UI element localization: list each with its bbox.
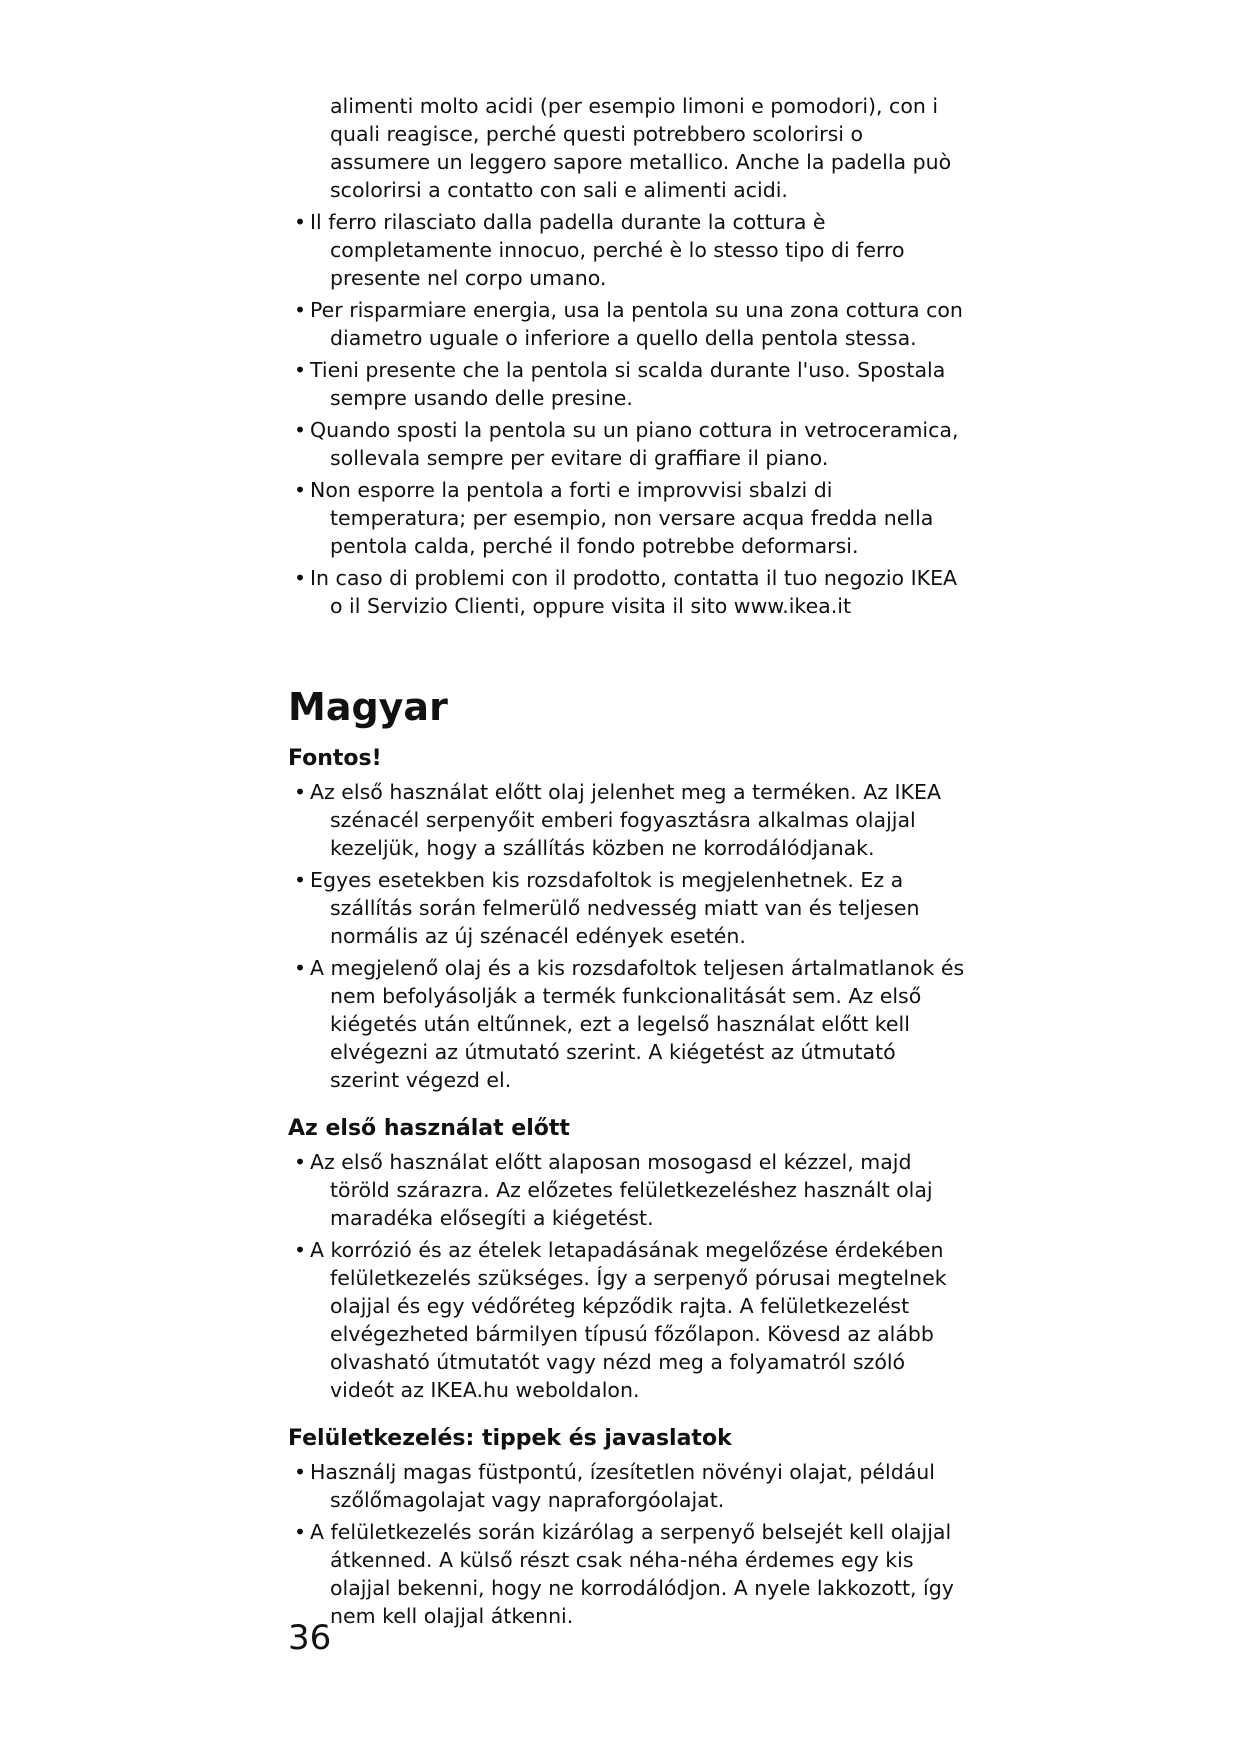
page-content <box>288 92 968 1634</box>
bullet-icon: • <box>294 1238 307 1262</box>
bullet-icon: • <box>294 566 307 590</box>
list-item <box>288 208 968 292</box>
list-item <box>288 92 968 204</box>
list-item <box>288 1458 968 1514</box>
bullet-icon: • <box>294 298 307 322</box>
list-item-text: Non esporre la pentola a forti e improvvisi sbalzi di temperatura; per esempio, non versare acqua fredda nella pentola calda, perché il fondo potrebbe deformarsi. <box>310 478 934 558</box>
heading-fontos: Fontos! <box>288 746 382 771</box>
bullet-icon: • <box>294 478 307 502</box>
bullet-icon: • <box>294 418 307 442</box>
list-item-text: A megjelenő olaj és a kis rozsdafoltok teljesen ártalmatlanok és nem befolyásolják a termék funkcionalitását sem. Az első kiégetés után eltűnnek, ezt a legelső használat előtt kell elvégezni az útmutató szerint. A kiégetést az útmutató szerint végezd el. <box>310 956 965 1092</box>
bullet-icon: • <box>294 1520 307 1544</box>
list-item <box>288 356 968 412</box>
section-title-magyar: Magyar <box>288 685 448 729</box>
bullet-icon: • <box>294 210 307 234</box>
list-item-text: Quando sposti la pentola su un piano cottura in vetroceramica, sollevala sempre per evitare di graffiare il piano. <box>310 418 959 470</box>
page-number: 36 <box>288 1618 332 1658</box>
fontos-bullet-list <box>288 778 968 1094</box>
bullet-icon: • <box>294 1460 307 1484</box>
first-use-bullet-list <box>288 1148 968 1404</box>
bullet-icon: • <box>294 868 307 892</box>
list-item-text: A korrózió és az ételek letapadásának megelőzése érdekében felületkezelés szükséges. Így a serpenyő pórusai megtelnek olajjal és egy védőréteg képződik rajta. A felületkezelést elvégezheted bármilyen típusú főzőlapon. Kövesd az alább olvasható útmutatót vagy nézd meg a folyamatról szóló videót az IKEA.hu weboldalon. <box>310 1238 947 1402</box>
tips-bullet-list <box>288 1458 968 1630</box>
list-item <box>288 778 968 862</box>
list-item-text: Egyes esetekben kis rozsdafoltok is megjelenhetnek. Ez a szállítás során felmerülő nedvesség miatt van és teljesen normális az új szénacél edények esetén. <box>310 868 920 948</box>
list-item-text: Az első használat előtt alaposan mosogasd el kézzel, majd töröld szárazra. Az előzetes felületkezeléshez használt olaj maradéka elősegíti a kiégetést. <box>310 1150 933 1230</box>
bullet-icon: • <box>294 956 307 980</box>
list-item-text: A felületkezelés során kizárólag a serpenyő belsejét kell olajjal átkenned. A külső részt csak néha-néha érdemes egy kis olajjal bekenni, hogy ne korrodálódjon. A nyele lakkozott, így nem kell olajjal átkenni. <box>310 1520 954 1628</box>
list-item <box>288 954 968 1094</box>
list-item-text: Tieni presente che la pentola si scalda durante l'uso. Spostala sempre usando delle presine. <box>310 358 946 410</box>
list-item <box>288 1518 968 1630</box>
heading-first-use: Az első használat előtt <box>288 1116 570 1141</box>
list-item-text: Il ferro rilasciato dalla padella durante la cottura è completamente innocuo, perché è lo stesso tipo di ferro presente nel corpo umano. <box>310 210 905 290</box>
list-item-text: Per risparmiare energia, usa la pentola su una zona cottura con diametro uguale o inferiore a quello della pentola stessa. <box>310 298 963 350</box>
list-item-text: In caso di problemi con il prodotto, contatta il tuo negozio IKEA o il Servizio Clienti, oppure visita il sito www.ikea.it <box>310 566 958 618</box>
list-item-text: alimenti molto acidi (per esempio limoni e pomodori), con i quali reagisce, perché questi potrebbero scolorirsi o assumere un leggero sapore metallico. Anche la padella può scolorirsi a contatto con sali e alimenti acidi. <box>330 94 952 202</box>
list-item-text: Az első használat előtt olaj jelenhet meg a terméken. Az IKEA szénacél serpenyőit emberi fogyasztásra alkalmas olajjal kezeljük, hogy a szállítás közben ne korrodálódjanak. <box>310 780 941 860</box>
list-item <box>288 1148 968 1232</box>
list-item <box>288 564 968 620</box>
bullet-icon: • <box>294 1150 307 1174</box>
list-item <box>288 476 968 560</box>
list-item-text: Használj magas füstpontú, ízesítetlen növényi olajat, például szőlőmagolajat vagy napraforgóolajat. <box>310 1460 935 1512</box>
list-item <box>288 1236 968 1404</box>
bullet-icon: • <box>294 358 307 382</box>
list-item <box>288 296 968 352</box>
list-item <box>288 416 968 472</box>
italian-bullet-list <box>288 92 968 620</box>
bullet-icon: • <box>294 780 307 804</box>
heading-tips: Felületkezelés: tippek és javaslatok <box>288 1426 732 1451</box>
list-item <box>288 866 968 950</box>
